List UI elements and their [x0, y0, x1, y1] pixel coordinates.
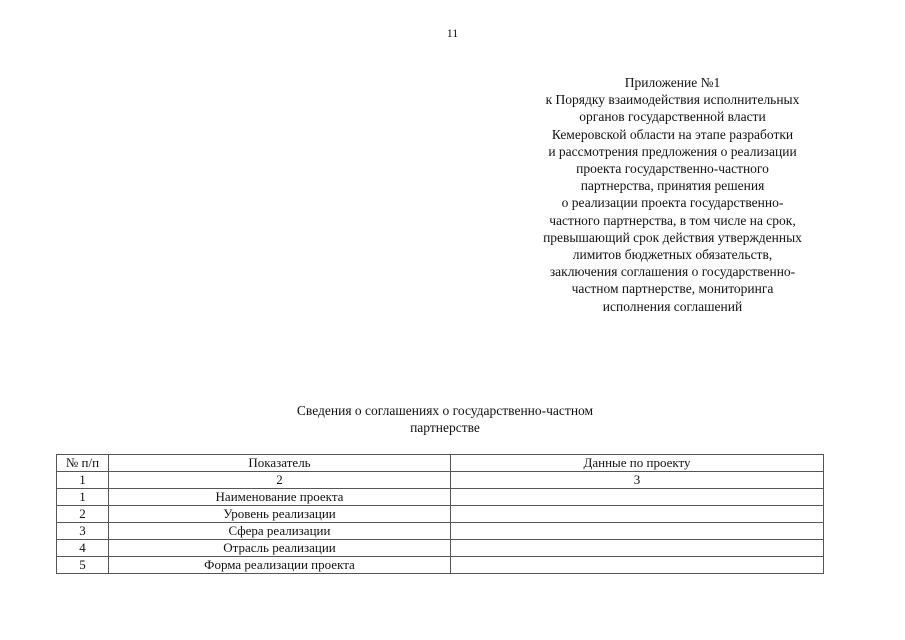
appendix-line: и рассмотрения предложения о реализации [548, 143, 797, 159]
header-indicator: Показатель [109, 455, 451, 472]
row-number: 3 [57, 523, 109, 540]
row-value [451, 523, 824, 540]
appendix-line: органов государственной власти [579, 109, 766, 125]
appendix-line: исполнения соглашений [602, 298, 743, 314]
table-row [57, 523, 824, 540]
header-project-data: Данные по проекту [451, 455, 824, 472]
table-row [57, 489, 824, 506]
row-value [451, 540, 824, 557]
project-info-table [56, 454, 824, 574]
table-header-row [57, 455, 824, 472]
appendix-header [500, 74, 845, 315]
row-number: 1 [57, 489, 109, 506]
row-value [451, 557, 824, 574]
numbering-cell: 1 [57, 472, 109, 489]
table-row [57, 540, 824, 557]
numbering-cell: 2 [109, 472, 451, 489]
appendix-line: о реализации проекта государственно- [561, 195, 784, 211]
row-indicator: Форма реализации проекта [109, 557, 451, 574]
document-title [0, 402, 890, 436]
table-numbering-row [57, 472, 824, 489]
appendix-line: заключения соглашения о государственно- [549, 264, 796, 280]
table-row [57, 557, 824, 574]
appendix-line: проекта государственно-частного [576, 161, 769, 177]
page-number: 11 [446, 26, 459, 40]
header-number: № п/п [57, 455, 109, 472]
document-title-line-2: партнерстве [410, 420, 480, 435]
appendix-line: Кемеровской области на этапе разработки [551, 126, 794, 142]
numbering-cell: 3 [451, 472, 824, 489]
appendix-line: превышающий срок действия утвержденных [543, 229, 802, 245]
row-value [451, 489, 824, 506]
row-number: 5 [57, 557, 109, 574]
appendix-line: частном партнерстве, мониторинга [571, 281, 774, 297]
row-indicator: Уровень реализации [109, 506, 451, 523]
table-row [57, 506, 824, 523]
row-value [451, 506, 824, 523]
row-indicator: Отрасль реализации [109, 540, 451, 557]
appendix-line: к Порядку взаимодействия исполнительных [545, 92, 800, 108]
row-number: 4 [57, 540, 109, 557]
appendix-line: частного партнерства, в том числе на срок, [549, 212, 796, 228]
appendix-line: Приложение №1 [624, 75, 721, 90]
appendix-line: партнерства, принятия решения [580, 178, 765, 194]
appendix-line: лимитов бюджетных обязательств, [572, 247, 773, 263]
row-indicator: Сфера реализации [109, 523, 451, 540]
row-number: 2 [57, 506, 109, 523]
document-title-line-1: Сведения о соглашениях о государственно-частном [296, 403, 594, 418]
row-indicator: Наименование проекта [109, 489, 451, 506]
